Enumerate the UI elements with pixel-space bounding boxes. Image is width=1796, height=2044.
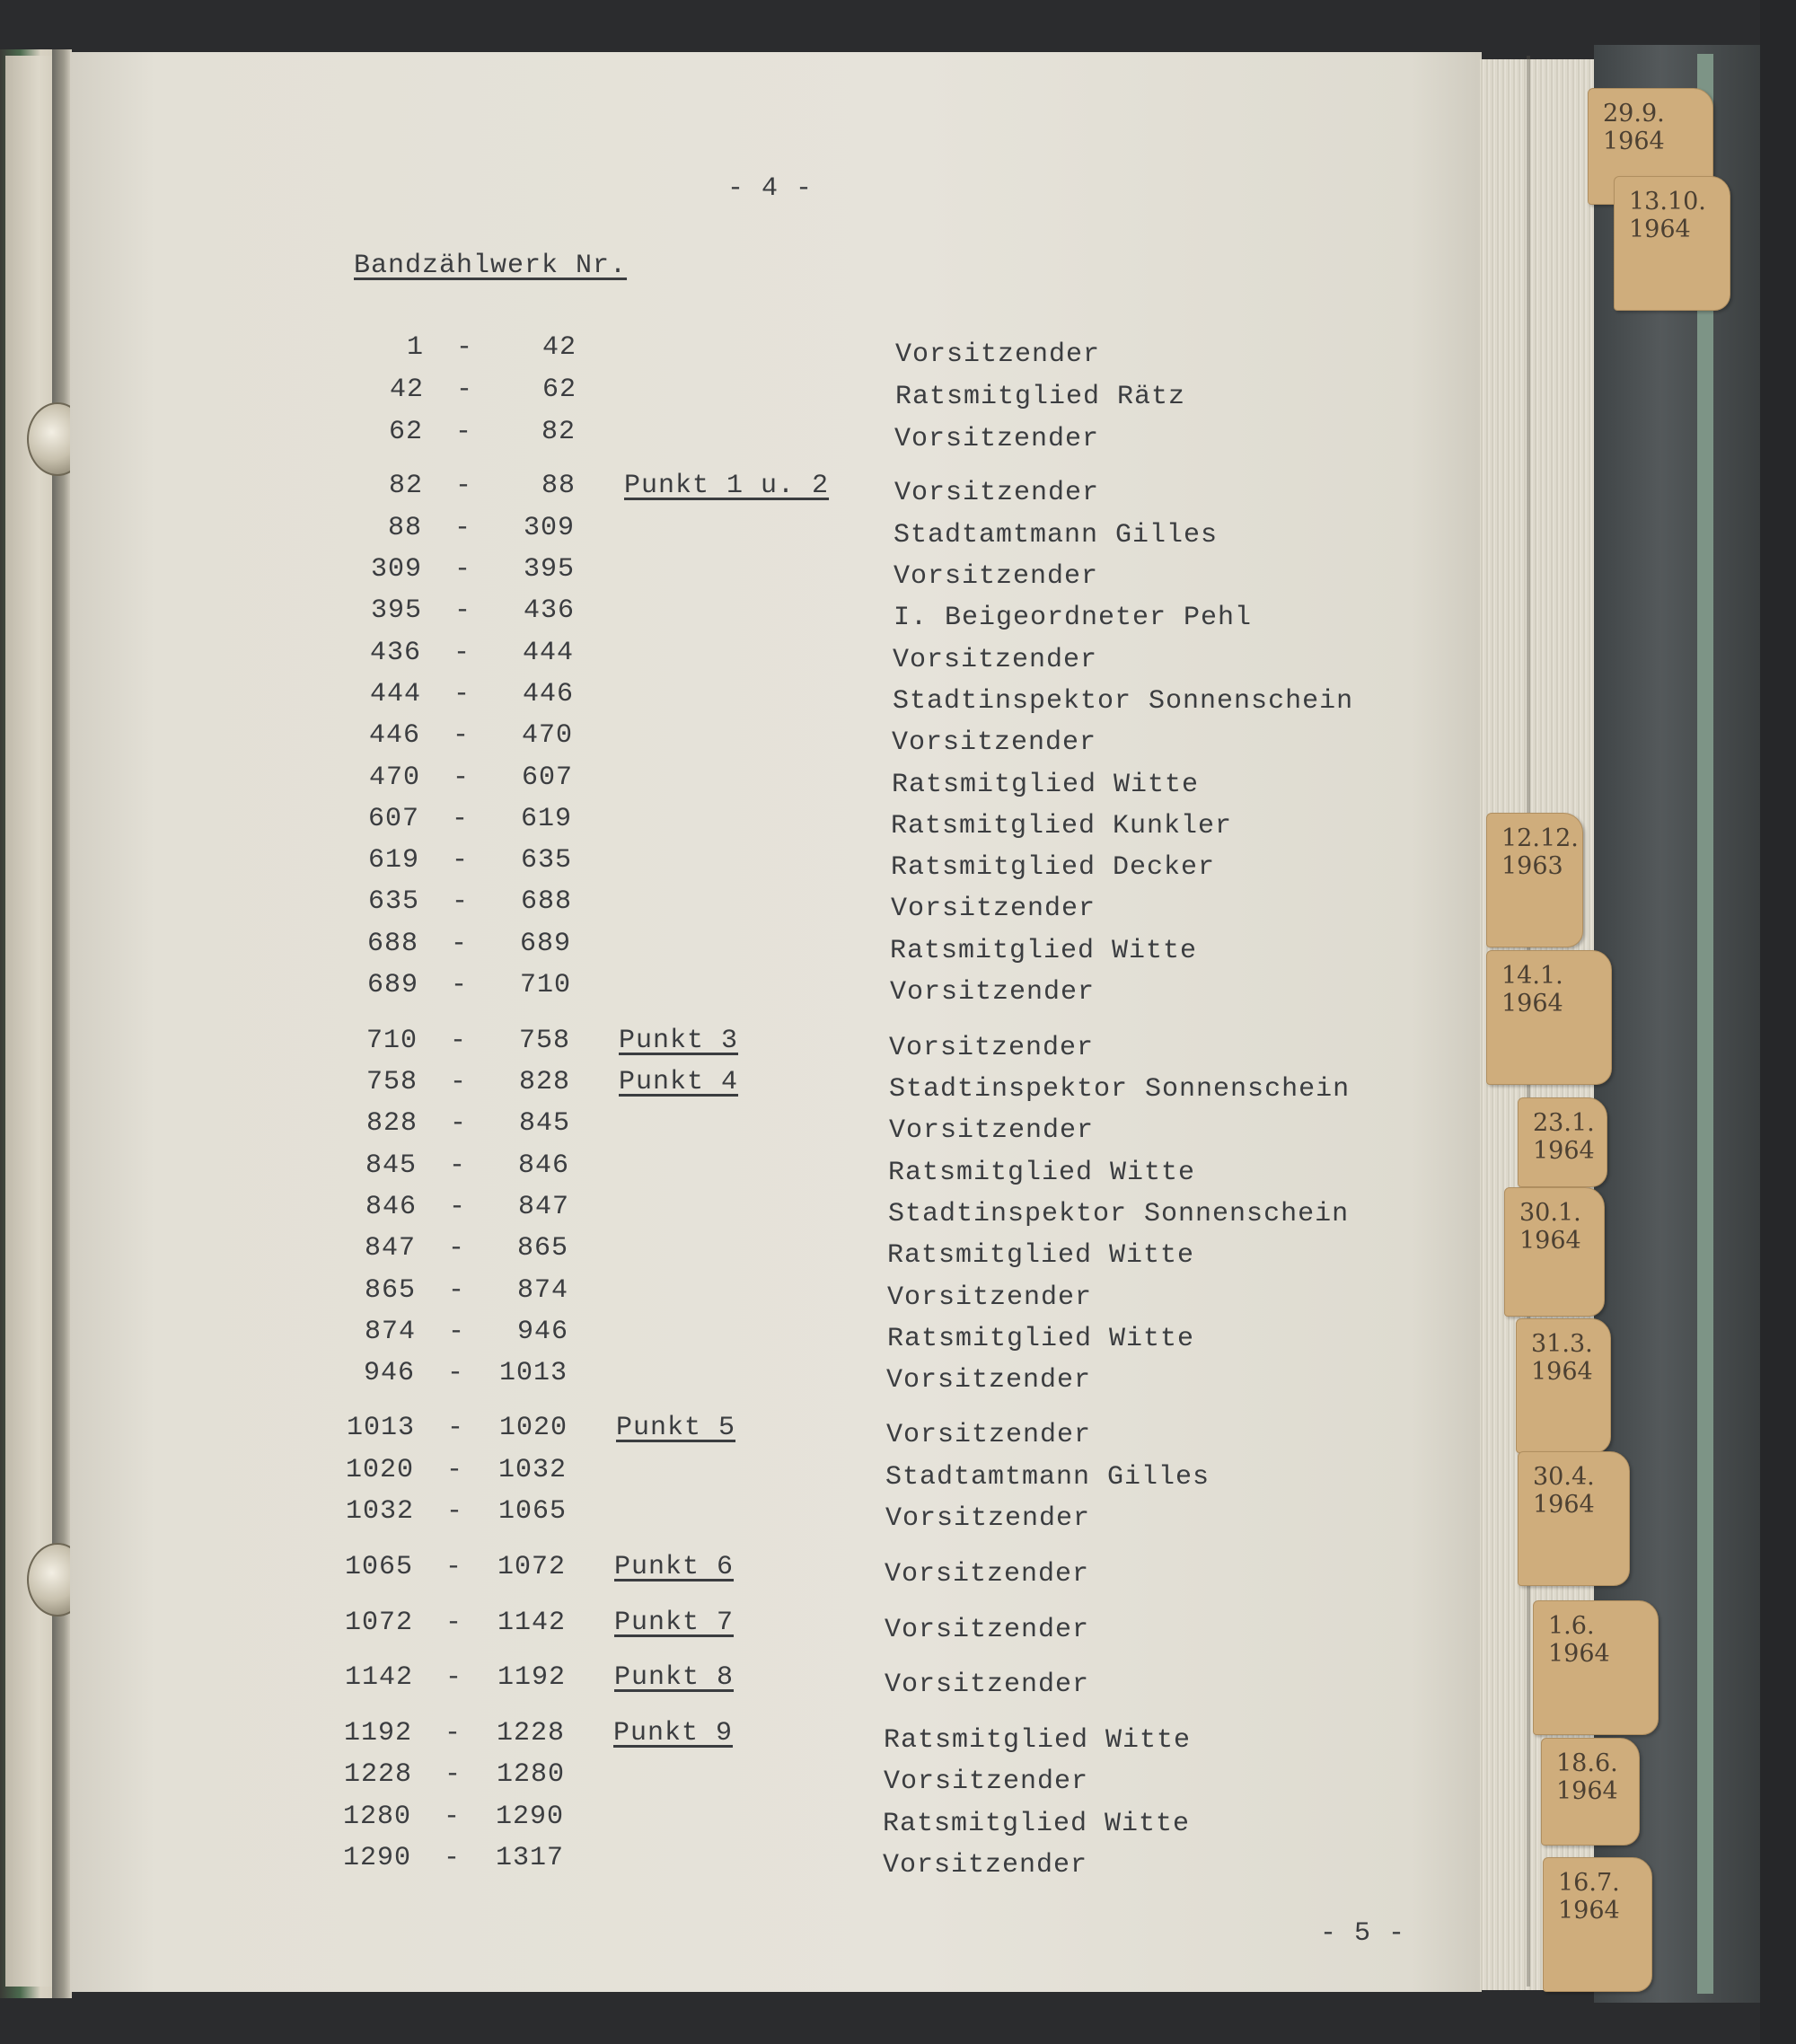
range-dash: - xyxy=(453,638,471,668)
counter-to: 828 xyxy=(518,1067,570,1097)
counter-from: 1 xyxy=(406,332,424,363)
page-number: - 4 - xyxy=(727,173,814,204)
agenda-item-label: Punkt 7 xyxy=(614,1608,735,1638)
range-dash: - xyxy=(445,1552,463,1582)
speaker-name: Vorsitzender xyxy=(893,645,1098,675)
counter-to: 710 xyxy=(519,970,571,1000)
range-dash: - xyxy=(445,1718,462,1749)
counter-from: 1228 xyxy=(343,1759,412,1790)
range-dash: - xyxy=(451,929,469,959)
counter-to: 82 xyxy=(541,417,576,447)
range-dash: - xyxy=(450,1108,468,1139)
counter-to: 470 xyxy=(521,720,573,751)
range-dash: - xyxy=(455,417,473,447)
date-tab[interactable]: 30.1. 1964 xyxy=(1504,1187,1605,1317)
counter-to: 688 xyxy=(520,886,572,917)
counter-to: 88 xyxy=(541,471,576,501)
counter-from: 470 xyxy=(368,762,420,793)
date-tab[interactable]: 16.7. 1964 xyxy=(1543,1857,1652,1992)
binder-spine xyxy=(1697,54,1713,1994)
counter-from: 436 xyxy=(369,638,421,668)
speaker-name: Vorsitzender xyxy=(887,1282,1093,1313)
counter-from: 1032 xyxy=(345,1496,414,1527)
range-dash: - xyxy=(445,1608,463,1638)
range-dash: - xyxy=(449,1192,467,1222)
counter-from: 946 xyxy=(363,1358,415,1388)
range-dash: - xyxy=(450,1067,468,1097)
counter-from: 1290 xyxy=(342,1843,411,1873)
speaker-name: Stadtamtmann Gilles xyxy=(894,520,1219,551)
range-dash: - xyxy=(444,1843,462,1873)
counter-from: 828 xyxy=(365,1108,418,1139)
range-dash: - xyxy=(452,886,470,917)
range-dash: - xyxy=(447,1358,465,1388)
agenda-item-label: Punkt 8 xyxy=(614,1662,735,1693)
range-dash: - xyxy=(456,332,474,363)
speaker-name: Stadtinspektor Sonnenschein xyxy=(889,1074,1351,1105)
range-dash: - xyxy=(448,1275,466,1306)
range-dash: - xyxy=(454,513,472,543)
counter-to: 1192 xyxy=(497,1662,566,1693)
counter-to: 845 xyxy=(518,1108,570,1139)
range-dash: - xyxy=(445,1662,463,1693)
counter-to: 62 xyxy=(541,374,577,405)
speaker-name: I. Beigeordneter Pehl xyxy=(894,603,1253,633)
counter-from: 1072 xyxy=(344,1608,413,1638)
speaker-name: Vorsitzender xyxy=(886,1420,1092,1450)
range-dash: - xyxy=(455,471,473,501)
document-page xyxy=(70,52,1482,1992)
range-dash: - xyxy=(456,374,474,405)
date-tab[interactable]: 30.4. 1964 xyxy=(1518,1451,1630,1586)
date-tab[interactable]: 29.9. 1964 xyxy=(1588,88,1713,205)
counter-from: 865 xyxy=(364,1275,416,1306)
counter-to: 689 xyxy=(519,929,571,959)
speaker-name: Vorsitzender xyxy=(885,1670,1090,1700)
speaker-name: Ratsmitglied Witte xyxy=(888,1158,1196,1188)
range-dash: - xyxy=(452,845,470,876)
date-tab[interactable]: 18.6. 1964 xyxy=(1541,1738,1640,1846)
speaker-name: Ratsmitglied Witte xyxy=(884,1725,1192,1756)
date-tab[interactable]: 31.3. 1964 xyxy=(1516,1318,1611,1453)
counter-to: 847 xyxy=(517,1192,569,1222)
background-edge xyxy=(1760,0,1796,2044)
range-dash: - xyxy=(452,804,470,834)
counter-from: 1020 xyxy=(345,1455,414,1485)
counter-to: 946 xyxy=(516,1317,568,1347)
page-title: Bandzählwerk Nr. xyxy=(354,251,628,281)
counter-from: 847 xyxy=(364,1233,416,1264)
range-dash: - xyxy=(453,720,471,751)
counter-from: 688 xyxy=(366,929,418,959)
speaker-name: Vorsitzender xyxy=(885,1559,1090,1590)
speaker-name: Vorsitzender xyxy=(894,478,1100,508)
next-page-number: - 5 - xyxy=(1320,1918,1406,1949)
agenda-item-label: Punkt 4 xyxy=(619,1067,739,1097)
agenda-item-label: Punkt 1 u. 2 xyxy=(624,471,830,501)
speaker-name: Stadtinspektor Sonnenschein xyxy=(888,1199,1350,1229)
counter-to: 446 xyxy=(522,679,574,709)
speaker-name: Vorsitzender xyxy=(889,1115,1095,1146)
speaker-name: Ratsmitglied Witte xyxy=(892,770,1200,800)
speaker-name: Ratsmitglied Witte xyxy=(887,1240,1195,1271)
counter-to: 1142 xyxy=(497,1608,566,1638)
agenda-item-label: Punkt 6 xyxy=(614,1552,735,1582)
counter-to: 1317 xyxy=(495,1843,564,1873)
counter-to: 1072 xyxy=(497,1552,566,1582)
counter-from: 88 xyxy=(387,513,422,543)
counter-from: 635 xyxy=(367,886,419,917)
counter-from: 619 xyxy=(367,845,419,876)
counter-to: 1290 xyxy=(495,1802,564,1832)
counter-from: 395 xyxy=(370,595,422,626)
counter-to: 607 xyxy=(521,762,573,793)
speaker-name: Vorsitzender xyxy=(883,1850,1088,1881)
counter-to: 42 xyxy=(541,332,577,363)
counter-to: 395 xyxy=(523,554,575,585)
counter-to: 1228 xyxy=(496,1718,565,1749)
counter-from: 607 xyxy=(367,804,419,834)
agenda-item-label: Punkt 5 xyxy=(616,1413,736,1443)
counter-from: 1280 xyxy=(342,1802,411,1832)
date-tab[interactable]: 12.12. 1963 xyxy=(1486,813,1583,947)
speaker-name: Ratsmitglied Witte xyxy=(890,936,1198,966)
speaker-name: Vorsitzender xyxy=(890,977,1096,1008)
speaker-name: Ratsmitglied Decker xyxy=(891,852,1216,883)
counter-from: 42 xyxy=(389,374,424,405)
speaker-name: Vorsitzender xyxy=(889,1033,1095,1063)
speaker-name: Vorsitzender xyxy=(886,1365,1092,1396)
counter-from: 82 xyxy=(388,471,423,501)
counter-from: 874 xyxy=(364,1317,416,1347)
speaker-name: Stadtinspektor Sonnenschein xyxy=(893,686,1354,717)
speaker-name: Vorsitzender xyxy=(894,561,1099,592)
speaker-name: Vorsitzender xyxy=(884,1766,1089,1797)
counter-to: 1013 xyxy=(498,1358,568,1388)
counter-from: 845 xyxy=(365,1150,417,1181)
counter-from: 710 xyxy=(365,1026,418,1056)
counter-from: 846 xyxy=(365,1192,417,1222)
date-tab[interactable]: 1.6. 1964 xyxy=(1533,1600,1659,1735)
counter-to: 309 xyxy=(523,513,575,543)
counter-to: 1032 xyxy=(497,1455,567,1485)
range-dash: - xyxy=(450,1026,468,1056)
range-dash: - xyxy=(453,762,471,793)
counter-from: 444 xyxy=(369,679,421,709)
range-dash: - xyxy=(451,970,469,1000)
counter-from: 1013 xyxy=(346,1413,415,1443)
agenda-item-label: Punkt 9 xyxy=(613,1718,734,1749)
speaker-name: Vorsitzender xyxy=(885,1503,1091,1534)
date-tab[interactable]: 14.1. 1964 xyxy=(1486,950,1612,1085)
range-dash: - xyxy=(446,1496,464,1527)
binder-gutter xyxy=(52,49,72,1998)
speaker-name: Vorsitzender xyxy=(885,1615,1090,1645)
counter-to: 1020 xyxy=(498,1413,568,1443)
counter-from: 446 xyxy=(368,720,420,751)
speaker-name: Vorsitzender xyxy=(891,894,1096,924)
counter-from: 758 xyxy=(365,1067,418,1097)
counter-to: 865 xyxy=(516,1233,568,1264)
counter-from: 309 xyxy=(370,554,422,585)
speaker-name: Ratsmitglied Witte xyxy=(887,1324,1195,1354)
speaker-name: Ratsmitglied Rätz xyxy=(895,382,1186,412)
speaker-name: Vorsitzender xyxy=(894,424,1100,454)
counter-from: 1142 xyxy=(344,1662,413,1693)
range-dash: - xyxy=(448,1317,466,1347)
range-dash: - xyxy=(449,1150,467,1181)
range-dash: - xyxy=(448,1233,466,1264)
speaker-name: Stadtamtmann Gilles xyxy=(885,1462,1211,1493)
range-dash: - xyxy=(454,554,472,585)
speaker-name: Ratsmitglied Witte xyxy=(883,1809,1191,1839)
range-dash: - xyxy=(454,595,472,626)
range-dash: - xyxy=(447,1413,465,1443)
counter-to: 619 xyxy=(520,804,572,834)
counter-from: 689 xyxy=(366,970,418,1000)
counter-from: 1065 xyxy=(344,1552,413,1582)
speaker-name: Ratsmitglied Kunkler xyxy=(891,811,1233,841)
range-dash: - xyxy=(444,1802,462,1832)
counter-to: 874 xyxy=(516,1275,568,1306)
counter-to: 758 xyxy=(518,1026,570,1056)
counter-to: 1280 xyxy=(496,1759,565,1790)
speaker-name: Vorsitzender xyxy=(892,727,1097,758)
range-dash: - xyxy=(445,1759,462,1790)
agenda-item-label: Punkt 3 xyxy=(619,1026,739,1056)
range-dash: - xyxy=(453,679,471,709)
range-dash: - xyxy=(446,1455,464,1485)
counter-to: 1065 xyxy=(497,1496,567,1527)
speaker-name: Vorsitzender xyxy=(895,339,1101,370)
counter-to: 444 xyxy=(522,638,574,668)
counter-to: 635 xyxy=(520,845,572,876)
counter-from: 1192 xyxy=(343,1718,412,1749)
counter-from: 62 xyxy=(388,417,423,447)
counter-to: 436 xyxy=(523,595,575,626)
date-tab[interactable]: 23.1. 1964 xyxy=(1518,1097,1607,1187)
date-tab[interactable]: 13.10. 1964 xyxy=(1614,176,1730,311)
counter-to: 846 xyxy=(517,1150,569,1181)
